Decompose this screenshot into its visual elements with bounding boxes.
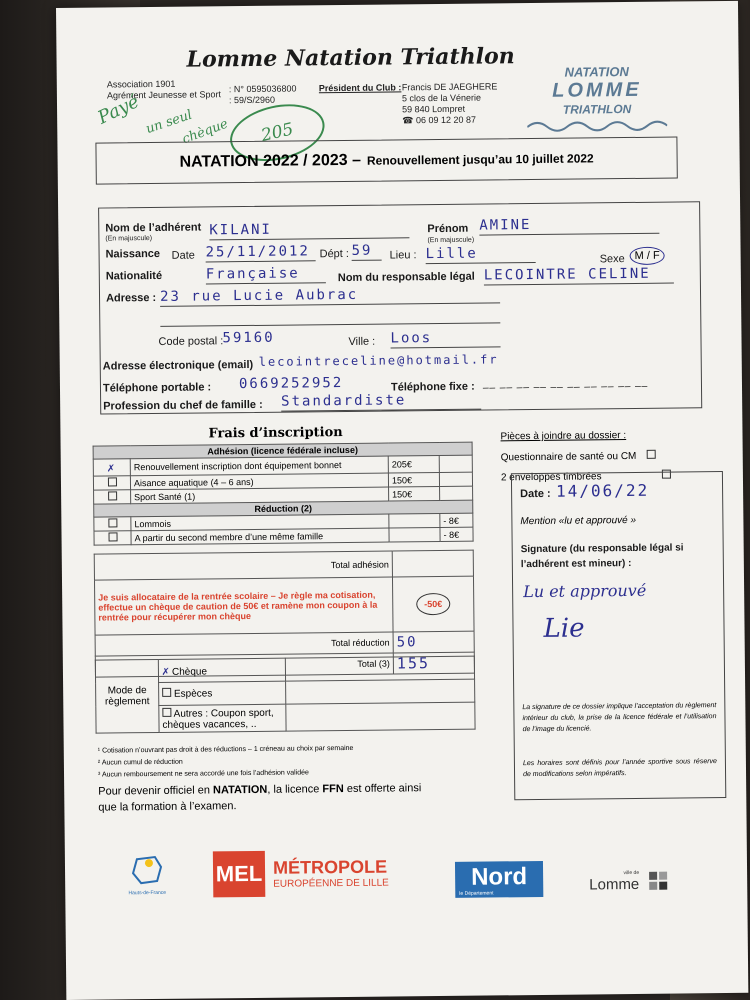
profession-label: Profession du chef de famille : (103, 398, 263, 413)
phone-icon: ☎ (402, 115, 416, 126)
responsable-field[interactable]: LECOINTRE CELINE (484, 265, 674, 286)
amount-circle-annotation: 205 (225, 96, 330, 170)
mode-cheque[interactable]: ✗ Chèque (158, 658, 285, 682)
nord-logo: Nord le Département (455, 861, 543, 898)
banner-title: NATATION 2022 / 2023 – (179, 151, 362, 171)
telfixe-field[interactable]: __ __ __ __ __ __ __ __ __ __ (482, 376, 649, 390)
total-adhesion-label: Total adhésion (94, 551, 392, 580)
sig-notice-2: Les horaires sont définis pour l’année sportive sous réserve de modifications selon impératifs. (522, 758, 717, 779)
assoc-line1: Association 1901 (106, 78, 176, 90)
cp-field[interactable]: 59160 (222, 329, 275, 347)
frais-title: Frais d’inscription (208, 425, 343, 442)
piece-enveloppes: 2 enveloppes timbrées (501, 470, 672, 484)
season-banner (95, 137, 677, 185)
lomme-logo: ville de Lomme (589, 870, 639, 894)
footnote-1: ¹ Cotisation n’ouvrant pas droit à des réductions – 1 créneau au choix par semaine (97, 744, 354, 755)
allocataire-text: Je suis allocataire de la rentrée scolaire – Je règle ma cotisation, effectue un chèque de caution de 50€ et ramène mon coupon à la rentrée pour récupérer mon chèque (94, 577, 393, 635)
dept-field[interactable]: 59 (351, 242, 381, 261)
sexe-field[interactable]: M / F (630, 247, 665, 265)
officiel-note: Pour devenir officiel en NATATION, la licence FFN est offerte ainsi que la formation à l’examen. (98, 782, 422, 814)
date-label: Date (171, 249, 195, 262)
assoc-line2: Agrément Jeunesse et Sport (106, 89, 222, 101)
nationalite-label: Nationalité (105, 269, 163, 283)
checkbox-second-membre[interactable] (94, 531, 131, 545)
row-label: Renouvellement inscription dont équipement bonnet (130, 456, 388, 476)
table-row (94, 576, 474, 635)
president-info (402, 81, 498, 126)
prenom-majuscule-note: (En majuscule) (427, 236, 475, 245)
checkbox-aisance[interactable] (93, 476, 130, 490)
sig-label: Signature (du responsable légal si l’adhérent est mineur) : (520, 542, 684, 571)
sig-lu-approuve: Lu et approuvé (523, 580, 647, 602)
telfixe-label: Téléphone fixe : (390, 380, 475, 394)
nom-field[interactable]: KILANI (209, 219, 409, 240)
total-reduction-value[interactable]: 50 (393, 631, 474, 653)
mode-autres[interactable]: Autres : Coupon sport, chèques vacances, .. (159, 704, 286, 732)
president-label: Président du Club : (318, 82, 402, 94)
total-reduction-label: Total réduction (95, 632, 393, 656)
france-map-icon (129, 855, 165, 885)
president-address2: 59 840 Lompret (402, 103, 466, 115)
assoc-num1: : N° 0595036800 (228, 83, 297, 95)
mode-label: Mode de règlement (95, 659, 159, 733)
total-label: Total (3) (95, 653, 393, 677)
table-row (94, 527, 473, 545)
sig-mention: Mention «lu et approuvé » (520, 514, 637, 528)
total-value[interactable]: 155 (393, 652, 474, 674)
row-label: A partir du second membre d’une même famille (131, 528, 389, 545)
email-field[interactable]: lecointreceline@hotmail.fr (258, 352, 499, 369)
allocataire-amount: -50€ (392, 576, 474, 632)
nom-label: Nom de l’adhérent (105, 221, 202, 235)
row-price: 205€ (388, 456, 439, 474)
sig-handwritten: Lie (543, 613, 585, 644)
president-phone: ☎ 06 09 12 20 87 (402, 114, 477, 126)
sig-notice-1: La signature de ce dossier implique l’acceptation du règlement intérieur du club, la prise de la licence fédérale et l’utilisation de l’image du licencié. (522, 702, 717, 734)
cheque-annotation: chèque (180, 116, 231, 148)
total-adhesion-value[interactable] (392, 550, 473, 577)
prenom-field[interactable]: AMINE (479, 215, 659, 236)
assoc-num2: : 59/S/2960 (228, 94, 276, 106)
ville-field[interactable]: Loos (390, 328, 500, 348)
dept-label: Dépt : (319, 247, 350, 261)
adhesion-header: Adhésion (licence fédérale incluse) (93, 442, 472, 459)
metropole-logo: MÉTROPOLE EUROPÉENNE DE LILLE (272, 856, 389, 890)
adresse-field[interactable]: 23 rue Lucie Aubrac (160, 284, 500, 307)
natation-lomme-logo: NATATION LOMME TRIATHLON (527, 64, 668, 138)
reduction-header: Réduction (2) (94, 500, 473, 517)
association-numbers (229, 83, 297, 106)
email-label: Adresse électronique (email) (102, 358, 254, 373)
lieu-field[interactable]: Lille (426, 244, 536, 264)
president-address1: 5 clos de la Vénerie (401, 92, 482, 104)
paye-annotation: Payé (94, 91, 143, 129)
cp-label: Code postal : (158, 335, 224, 348)
sig-date-field[interactable]: 14/06/22 (555, 480, 650, 501)
lieu-label: Lieu : (389, 249, 417, 262)
row-price: - 8€ (440, 513, 473, 527)
checkbox-sport-sante[interactable] (94, 490, 131, 504)
registration-form-paper (56, 1, 748, 1000)
footnotes (98, 743, 354, 782)
adresse-label: Adresse : (105, 291, 157, 305)
nom-majuscule-note: (En majuscule) (105, 235, 153, 243)
naissance-label: Naissance (105, 247, 161, 261)
footnote-2: ² Aucun cumul de réduction (97, 758, 183, 767)
birth-date-field[interactable]: 25/11/2012 (205, 242, 315, 262)
responsable-label: Nom du responsable légal (337, 270, 475, 285)
signature-box (511, 471, 726, 800)
banner-subtitle: Renouvellement jusqu’au 10 juillet 2022 (366, 151, 594, 168)
adhesion-table (93, 442, 474, 546)
nationalite-field[interactable]: Française (206, 264, 326, 284)
row-price: 150€ (388, 473, 439, 488)
row-label: Lommois (131, 514, 389, 531)
payment-mode-table (95, 656, 476, 734)
swimmer-wave-icon (527, 116, 667, 133)
checkbox-lommois[interactable] (94, 517, 131, 531)
pieces-title: Pièces à joindre au dossier : (500, 430, 627, 443)
sig-date-label: Date : (520, 487, 551, 501)
row-price: - 8€ (440, 527, 473, 541)
tel-field[interactable]: 0669252952 (238, 375, 344, 393)
footnote-3: ³ Aucun remboursement ne sera accordé une fois l’adhésion validée (97, 769, 309, 779)
prenom-label: Prénom (427, 222, 469, 236)
table-row (94, 550, 473, 580)
sexe-label: Sexe (599, 253, 625, 266)
club-title: Lomme Natation Triathlon (186, 43, 515, 73)
region-logo: Hauts-de-France (127, 855, 167, 896)
piece-questionnaire: Questionnaire de santé ou CM (501, 450, 657, 464)
mel-logo: MEL (213, 851, 265, 898)
adresse-field-line2[interactable] (160, 308, 500, 327)
mode-especes[interactable]: Espèces (159, 681, 286, 705)
ville-label: Ville : (348, 335, 376, 348)
checkbox-questionnaire[interactable] (647, 450, 656, 459)
member-identity-box (98, 201, 702, 414)
profession-field[interactable]: Standardiste (281, 391, 481, 412)
row-label: Sport Santé (1) (131, 487, 389, 504)
checkbox-renouvellement[interactable]: ✗ (93, 459, 130, 476)
president-name: Francis DE JAEGHERE (401, 81, 498, 93)
row-price: 150€ (389, 487, 440, 502)
tel-label: Téléphone portable : (102, 381, 212, 395)
unseul-annotation: un seul (144, 107, 195, 138)
row-label: Aisance aquatique (4 – 6 ans) (130, 473, 388, 490)
